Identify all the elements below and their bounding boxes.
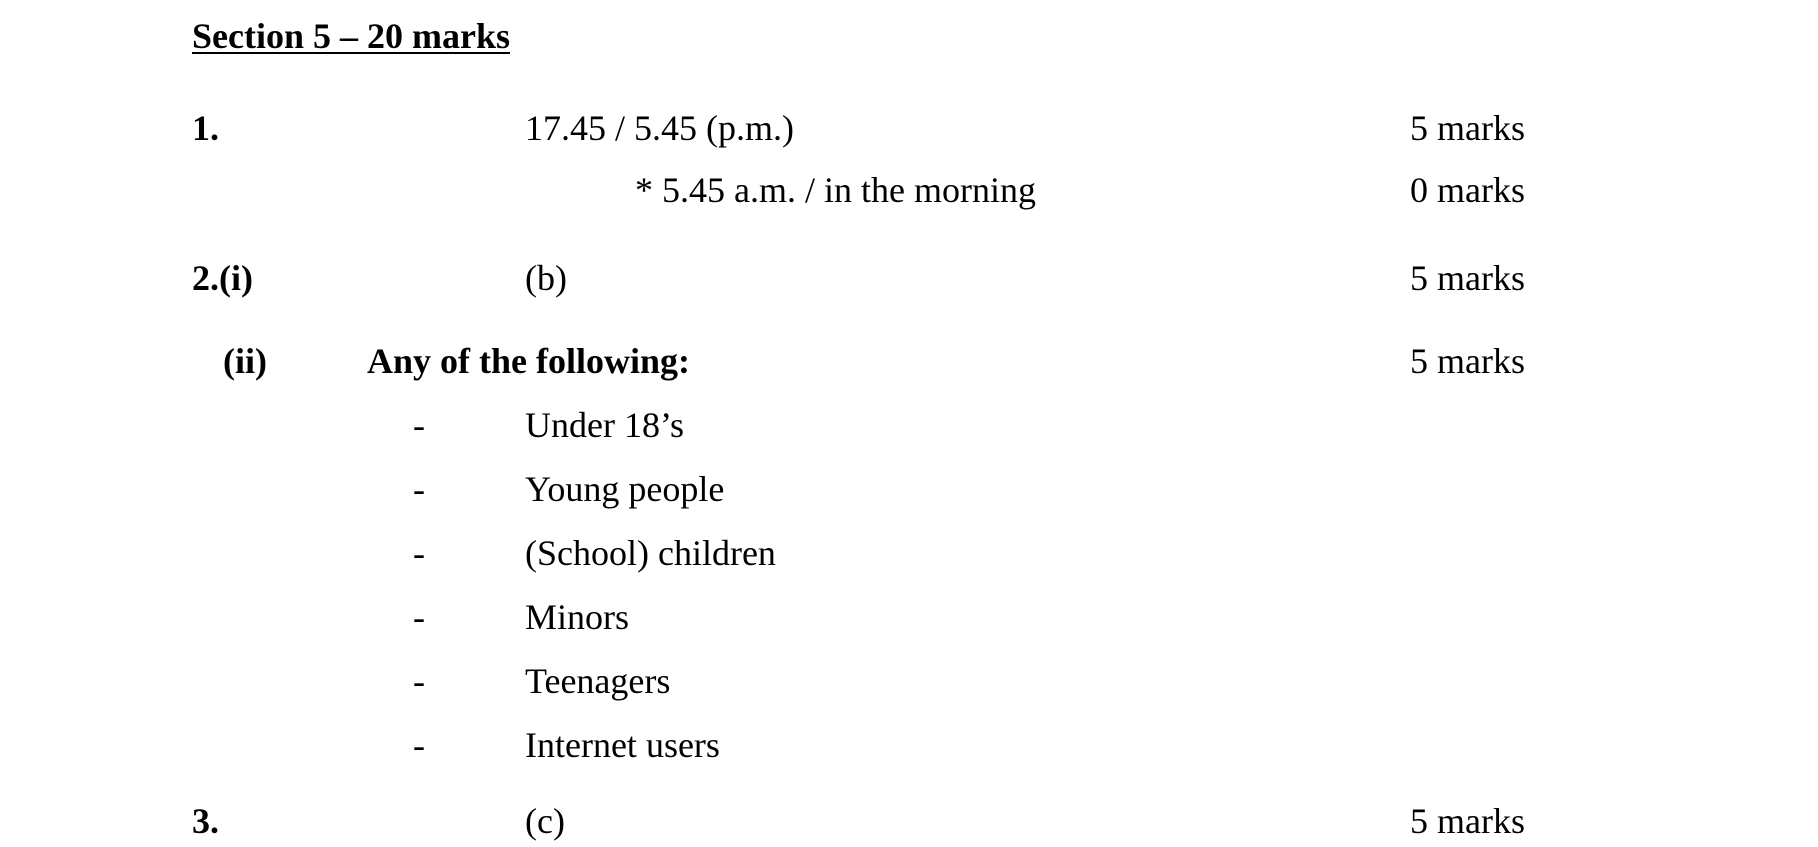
question-number-1: 1. bbox=[192, 108, 219, 148]
list-item: Minors bbox=[525, 597, 630, 637]
list-item: (School) children bbox=[525, 533, 776, 573]
marks-q1: 5 marks bbox=[1410, 108, 1525, 148]
question-number-2i: 2.(i) bbox=[192, 258, 253, 298]
heading-q2ii: Any of the following: bbox=[367, 341, 690, 381]
question-number-3: 3. bbox=[192, 801, 219, 841]
list-item-dash: - bbox=[413, 405, 425, 445]
question-number-2ii: (ii) bbox=[223, 341, 267, 381]
list-item: Under 18’s bbox=[525, 405, 684, 445]
list-item-dash: - bbox=[413, 661, 425, 701]
list-item-dash: - bbox=[413, 469, 425, 509]
marks-q2i: 5 marks bbox=[1410, 258, 1525, 298]
list-item-dash: - bbox=[413, 533, 425, 573]
answer-q2i: (b) bbox=[525, 258, 567, 298]
marks-q1-note: 0 marks bbox=[1410, 170, 1525, 210]
section-title: Section 5 – 20 marks bbox=[192, 16, 510, 56]
list-item: Teenagers bbox=[525, 661, 671, 701]
answer-q1: 17.45 / 5.45 (p.m.) bbox=[525, 108, 794, 148]
list-item-dash: - bbox=[413, 597, 425, 637]
list-item-dash: - bbox=[413, 725, 425, 765]
marks-q3: 5 marks bbox=[1410, 801, 1525, 841]
note-q1: * 5.45 a.m. / in the morning bbox=[635, 170, 1036, 210]
marks-q2ii: 5 marks bbox=[1410, 341, 1525, 381]
list-item: Internet users bbox=[525, 725, 720, 765]
answer-q3: (c) bbox=[525, 801, 565, 841]
list-item: Young people bbox=[525, 469, 725, 509]
